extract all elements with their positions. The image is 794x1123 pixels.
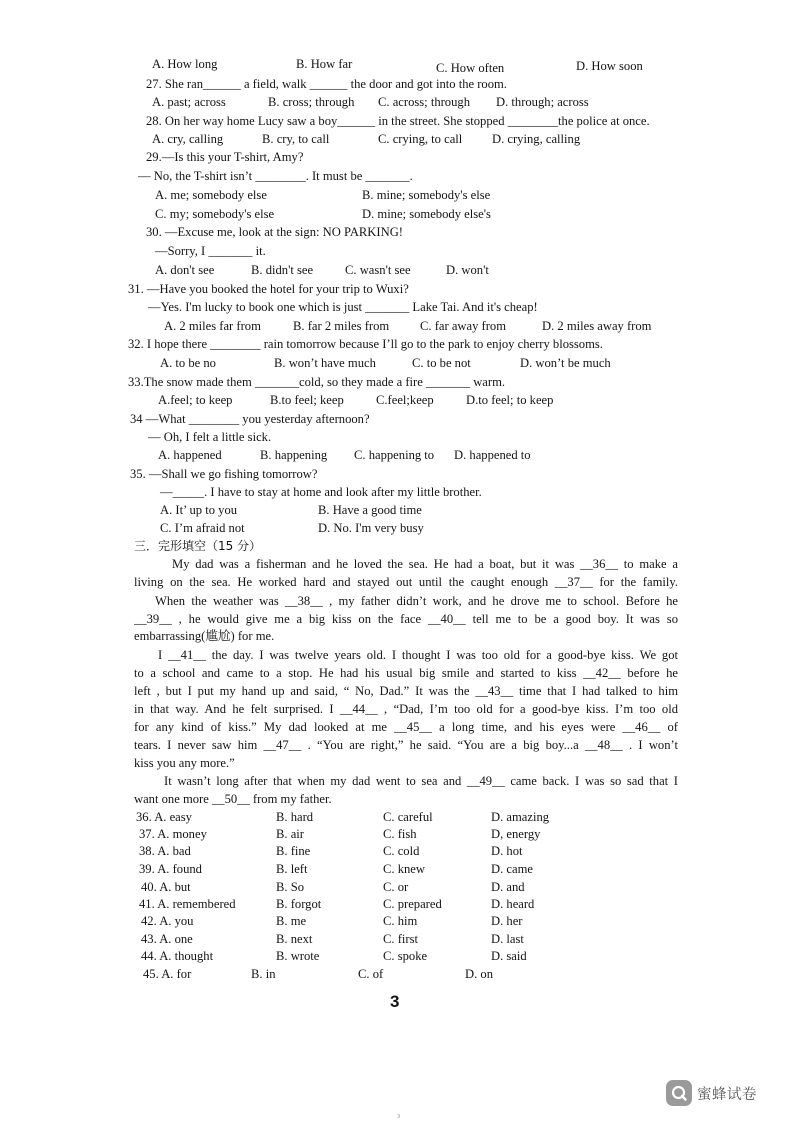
question-stem-2: —_____. I have to stay at home and look after my little brother. xyxy=(160,485,482,499)
option: B. didn't see xyxy=(251,263,314,277)
options-row-34 xyxy=(0,447,794,463)
choice: C. careful xyxy=(383,810,433,824)
option: C. I’m afraid not xyxy=(160,521,245,535)
choice: D. heard xyxy=(491,897,535,911)
choice: B. me xyxy=(276,914,307,928)
option: A. don't see xyxy=(155,263,215,277)
option: A. happened xyxy=(158,448,222,462)
option: B. Have a good time xyxy=(318,503,422,517)
options-row-31 xyxy=(0,318,794,334)
choice: B. forgot xyxy=(276,897,322,911)
options-row-35a xyxy=(0,502,794,518)
question-stem-2: — No, the T-shirt isn’t ________. It must be _______. xyxy=(138,169,413,183)
option: A. It’ up to you xyxy=(160,503,238,517)
choice: 43. A. one xyxy=(141,932,193,946)
option: C. far away from xyxy=(420,319,507,333)
option: C. across; through xyxy=(378,95,470,109)
option: A. cry, calling xyxy=(152,132,224,146)
choice: B. air xyxy=(276,827,304,841)
option: C.feel;keep xyxy=(376,393,434,407)
option: B. How far xyxy=(296,57,353,71)
option: D. crying, calling xyxy=(492,132,581,146)
choice: B. next xyxy=(276,932,313,946)
passage-line: kiss you any more.” xyxy=(134,756,235,770)
option: D. mine; somebody else's xyxy=(362,207,491,221)
choice-row xyxy=(0,843,794,859)
option: C. crying, to call xyxy=(378,132,463,146)
option: D. happened to xyxy=(454,448,531,462)
option: A. to be no xyxy=(160,356,216,370)
choice: D. hot xyxy=(491,844,523,858)
options-row-29b xyxy=(0,206,794,222)
passage-line: left , but I put my hand up and said, “ No, Dad.” It was the __43__ time that I had talked to him xyxy=(134,684,678,698)
choice: 39. A. found xyxy=(139,862,202,876)
choice: D. last xyxy=(491,932,524,946)
option: D. won’t be much xyxy=(520,356,611,370)
options-row-28 xyxy=(0,131,794,147)
choice: D. said xyxy=(491,949,527,963)
footer-mark: 3 xyxy=(397,1114,400,1120)
question-stem: 35. —Shall we go fishing tomorrow? xyxy=(130,467,318,481)
option: D. 2 miles away from xyxy=(542,319,652,333)
question-stem: 31. —Have you booked the hotel for your trip to Wuxi? xyxy=(128,282,409,296)
option: D. How soon xyxy=(576,59,643,73)
options-row-27 xyxy=(0,94,794,110)
section-title: 三．完形填空（15 分） xyxy=(134,539,262,553)
choice: C. spoke xyxy=(383,949,428,963)
question-stem: 28. On her way home Lucy saw a boy______ in the street. She stopped ________the police at once. xyxy=(146,114,650,128)
passage-line: want one more __50__ from my father. xyxy=(134,792,332,806)
question-stem: 33.The snow made them _______cold, so they made a fire _______ warm. xyxy=(128,375,506,389)
option: D. No. I'm very busy xyxy=(318,521,424,535)
choice: 44. A. thought xyxy=(141,949,214,963)
question-stem: 27. She ran______ a field, walk ______ the door and got into the room. xyxy=(146,77,507,91)
choice: C. cold xyxy=(383,844,420,858)
choice-row xyxy=(0,931,794,947)
option: B. won’t have much xyxy=(274,356,376,370)
choice: C. knew xyxy=(383,862,425,876)
watermark xyxy=(666,1080,757,1106)
choice-row xyxy=(0,966,794,982)
option: C. my; somebody's else xyxy=(155,207,275,221)
question-stem: 32. I hope there ________ rain tomorrow because I’ll go to the park to enjoy cherry blossoms. xyxy=(128,337,603,351)
choice: B. hard xyxy=(276,810,314,824)
option: D. won't xyxy=(446,263,489,277)
choice: 38. A. bad xyxy=(139,844,191,858)
question-stem: 34 —What ________ you yesterday afternoon? xyxy=(130,412,370,426)
options-row-33 xyxy=(0,392,794,408)
choice: D. came xyxy=(491,862,533,876)
choice-row xyxy=(0,826,794,842)
options-row-29a xyxy=(0,187,794,203)
question-stem-2: —Yes. I'm lucky to book one which is just _______ Lake Tai. And it's cheap! xyxy=(148,300,538,314)
choice-row xyxy=(0,861,794,877)
passage-line: __39__ , he would give me a big kiss on the face __40__ tell me to be a good boy. It was so xyxy=(134,612,678,626)
choice: B. So xyxy=(276,880,304,894)
option: D.to feel; to keep xyxy=(466,393,554,407)
options-row-35b xyxy=(0,520,794,536)
options-row-30 xyxy=(0,262,794,278)
option: B.to feel; keep xyxy=(270,393,344,407)
choice: B. left xyxy=(276,862,308,876)
options-row-32 xyxy=(0,355,794,371)
choice: 41. A. remembered xyxy=(139,897,236,911)
option: A.feel; to keep xyxy=(158,393,233,407)
choice: D. on xyxy=(465,967,493,981)
option: B. cry, to call xyxy=(262,132,330,146)
choice: 45. A. for xyxy=(143,967,192,981)
choice: B. in xyxy=(251,967,276,981)
choice: C. prepared xyxy=(383,897,442,911)
choice: C. first xyxy=(383,932,418,946)
option: C. happening to xyxy=(354,448,435,462)
question-stem: 30. —Excuse me, look at the sign: NO PARKING! xyxy=(146,225,403,239)
question-stem-2: — Oh, I felt a little sick. xyxy=(148,430,272,444)
option: B. happening xyxy=(260,448,328,462)
option: C. wasn't see xyxy=(345,263,411,277)
choice: 36. A. easy xyxy=(136,810,192,824)
option: B. far 2 miles from xyxy=(293,319,390,333)
question-stem: 29.—Is this your T-shirt, Amy? xyxy=(146,150,304,164)
option: B. cross; through xyxy=(268,95,355,109)
choice: C. of xyxy=(358,967,384,981)
passage-line: I __41__ the day. I was twelve years old. I thought I was too old for a good-bye kiss. We got xyxy=(158,648,678,662)
choice: C. or xyxy=(383,880,409,894)
choice: B. wrote xyxy=(276,949,320,963)
passage-line: in that way. And he felt surprised. I __44__ , “Dad, I’m too old for a good-bye kiss. I’m too old xyxy=(134,702,678,716)
page-number: 3 xyxy=(390,992,400,1011)
option: D. through; across xyxy=(496,95,589,109)
watermark-text: 蜜蜂试卷 xyxy=(697,1086,757,1103)
option: C. How often xyxy=(436,61,505,75)
choice: 37. A. money xyxy=(139,827,207,841)
passage-line: embarrassing(尴尬) for me. xyxy=(134,629,275,643)
passage-line: My dad was a fisherman and he loved the sea. He had a boat, but it was __36__ to make a xyxy=(172,557,678,571)
passage-line: It wasn’t long after that when my dad went to sea and __49__ came back. I was so sad that I xyxy=(164,774,678,788)
passage-line: tears. I never saw him __47__ . “You are right,” he said. “You are a big boy...a __48__ . I won’t xyxy=(134,738,678,752)
option: A. How long xyxy=(152,57,218,71)
option: B. mine; somebody's else xyxy=(362,188,491,202)
choice-row xyxy=(0,809,794,825)
passage-line: to a school and came to a stop. He had his usual big smile and started to kiss __42__ before he xyxy=(134,666,678,680)
question-stem-2: —Sorry, I _______ it. xyxy=(155,244,266,258)
option: A. 2 miles far from xyxy=(164,319,261,333)
choice-row xyxy=(0,913,794,929)
choice: C. fish xyxy=(383,827,417,841)
choice: 40. A. but xyxy=(141,880,191,894)
passage-line: When the weather was __38__ , my father didn’t work, and he drove me to school. Before he xyxy=(155,594,678,608)
choice-row xyxy=(0,879,794,895)
option: A. me; somebody else xyxy=(155,188,267,202)
choice: D. her xyxy=(491,914,523,928)
bee-logo-icon xyxy=(666,1080,692,1106)
choice: 42. A. you xyxy=(141,914,194,928)
choice: D, energy xyxy=(491,827,541,841)
choice: D. and xyxy=(491,880,525,894)
choice-row xyxy=(0,948,794,964)
options-row-26 xyxy=(0,56,794,75)
passage-line: for any kind of kiss.” My dad looked at me __45__ a long time, and his eyes were __46__ of xyxy=(134,720,678,734)
option: A. past; across xyxy=(152,95,226,109)
option: C. to be not xyxy=(412,356,471,370)
choice: B. fine xyxy=(276,844,311,858)
choice: D. amazing xyxy=(491,810,550,824)
passage-line: living on the sea. He worked hard and stayed out until the caught enough __37__ for the family. xyxy=(134,575,678,589)
choice-row xyxy=(0,896,794,912)
choice: C. him xyxy=(383,914,418,928)
